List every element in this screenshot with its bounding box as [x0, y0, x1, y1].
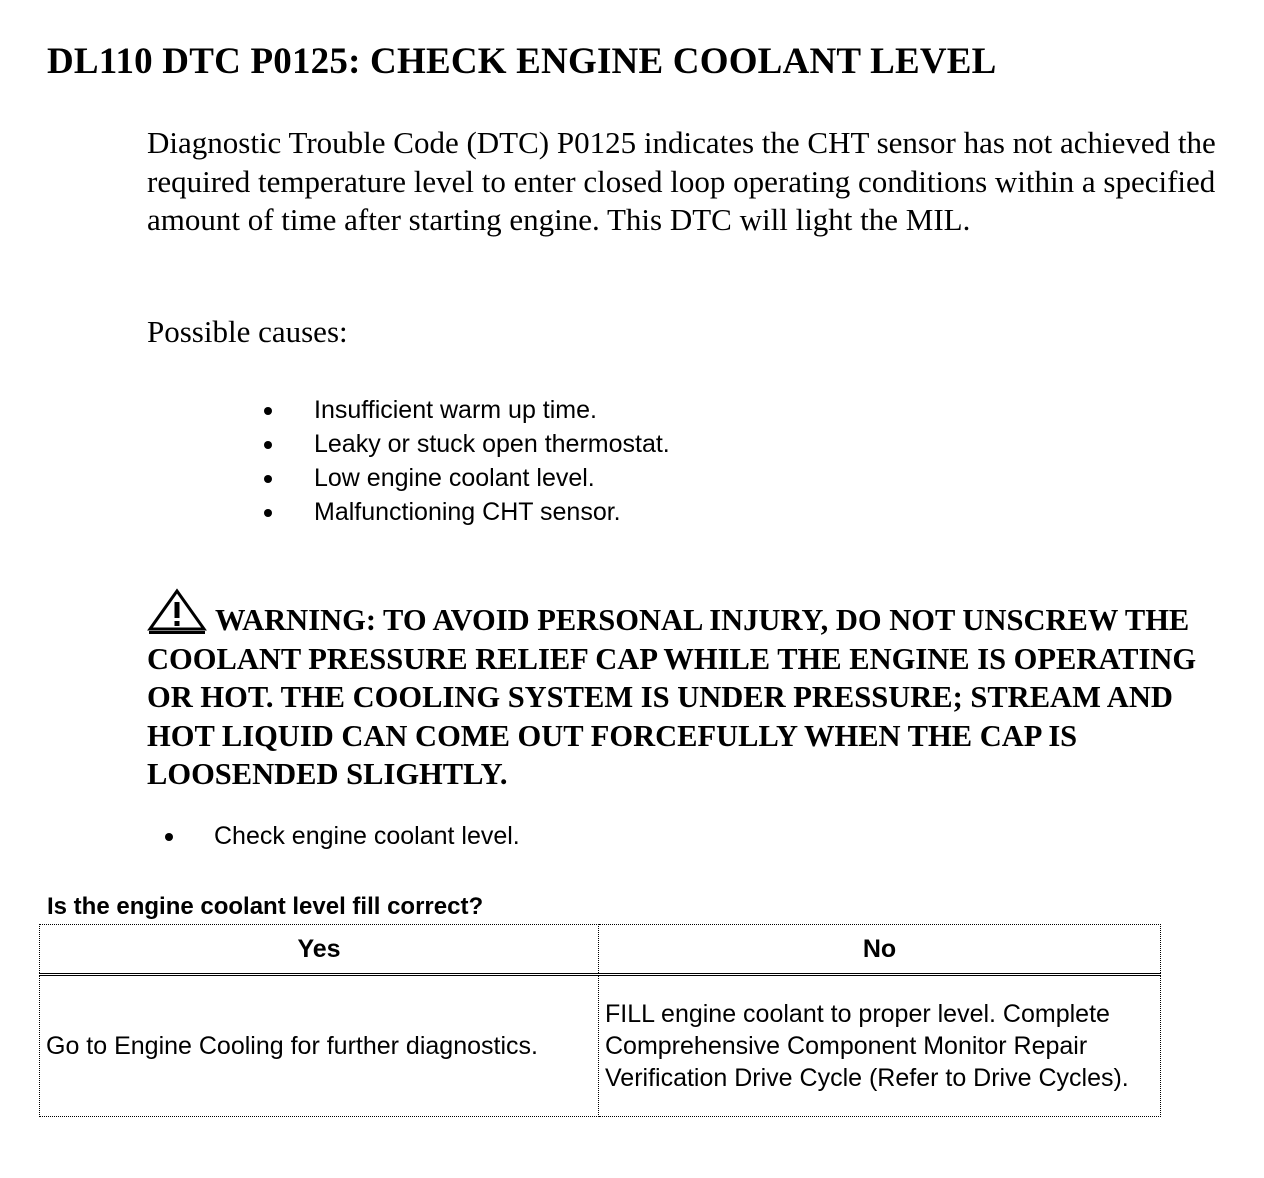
cell-yes: Go to Engine Cooling for further diagnostics. [40, 975, 599, 1117]
bullet-icon [264, 475, 272, 483]
intro-paragraph: Diagnostic Trouble Code (DTC) P0125 indicates the CHT sensor has not achieved the required temperature level to enter closed loop operating conditions within a specified amount of time after starting engine. This DTC will light the MIL. [147, 125, 1216, 237]
result-table [39, 924, 1161, 1117]
warning-block [147, 588, 1247, 794]
table-row [40, 975, 1161, 1117]
causes-list [262, 393, 670, 529]
list-item [163, 819, 520, 853]
cause-text: Insufficient warm up time. [314, 396, 597, 424]
cause-text: Low engine coolant level. [314, 464, 595, 492]
list-item [262, 427, 670, 461]
warning-triangle-icon [147, 588, 207, 634]
table-header-row [40, 925, 1161, 975]
bullet-icon [264, 407, 272, 415]
cause-text: Malfunctioning CHT sensor. [314, 498, 621, 526]
check-steps-list [163, 819, 520, 853]
cause-text: Leaky or stuck open thermostat. [314, 430, 670, 458]
header-no: No [599, 925, 1161, 975]
list-item [262, 393, 670, 427]
question-heading: Is the engine coolant level fill correct? [47, 893, 484, 920]
cell-no: FILL engine coolant to proper level. Complete Comprehensive Component Monitor Repair Verification Drive Cycle (Refer to Drive Cycles). [599, 975, 1161, 1117]
bullet-icon [264, 441, 272, 449]
causes-label: Possible causes: [147, 314, 348, 349]
header-yes: Yes [40, 925, 599, 975]
list-item [262, 461, 670, 495]
list-item [262, 495, 670, 529]
bullet-icon [165, 833, 173, 841]
check-step-text: Check engine coolant level. [214, 822, 520, 850]
bullet-icon [264, 509, 272, 517]
warning-text: WARNING: TO AVOID PERSONAL INJURY, DO NOT UNSCREW THE COOLANT PRESSURE RELIEF CAP WHILE THE ENGINE IS OPERATING OR HOT. THE COOLING SYSTEM IS UNDER PRESSURE; STREAM AND HOT LIQUID CAN COME OUT FORCEFULLY WHEN THE CAP IS LOOSENDED SLIGHTLY. [147, 603, 1197, 791]
page-title: DL110 DTC P0125: CHECK ENGINE COOLANT LEVEL [47, 41, 997, 82]
